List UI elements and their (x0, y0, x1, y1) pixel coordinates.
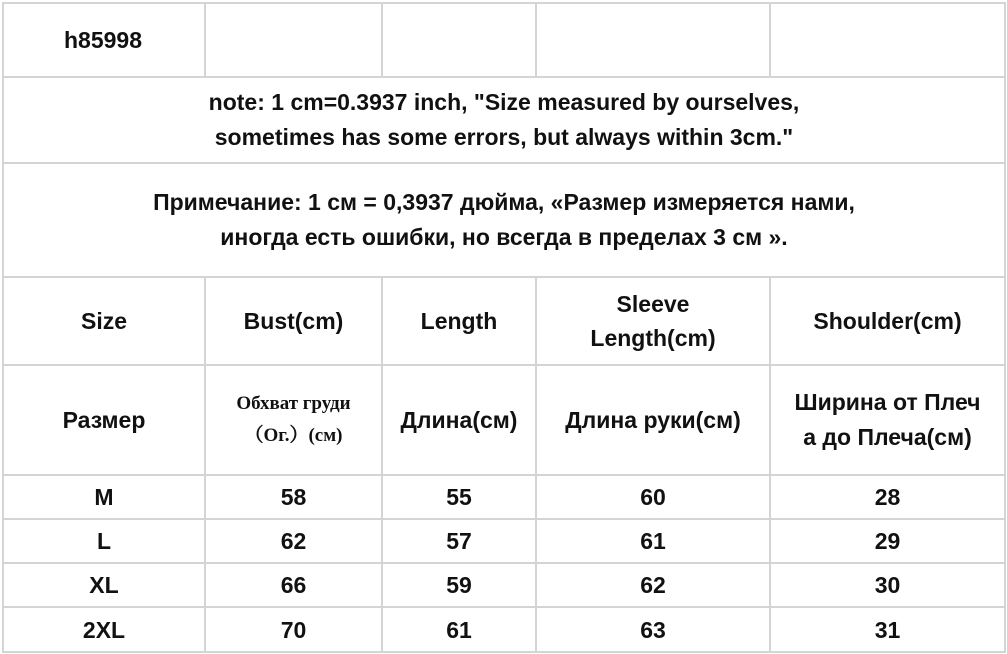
header-ru-row (3, 365, 1005, 475)
header-size: Size (3, 277, 205, 365)
empty-cell (382, 3, 536, 77)
shoulder-cell: 31 (770, 607, 1005, 652)
length-cell: 55 (382, 475, 536, 519)
header-ru-shoulder: Ширина от Плеч а до Плеча(см) (770, 365, 1005, 475)
note-russian: Примечание: 1 см = 0,3937 дюйма, «Размер измеряется нами, иногда есть ошибки, но всегда в пределах 3 см ». (3, 163, 1005, 277)
size-cell: 2XL (3, 607, 205, 652)
length-cell: 57 (382, 519, 536, 563)
header-ru-size: Размер (3, 365, 205, 475)
bust-cell: 58 (205, 475, 382, 519)
header-en-row (3, 277, 1005, 365)
note-en-row (3, 77, 1005, 163)
shoulder-cell: 30 (770, 563, 1005, 607)
sleeve-cell: 62 (536, 563, 770, 607)
empty-cell (770, 3, 1005, 77)
sleeve-cell: 61 (536, 519, 770, 563)
empty-cell (536, 3, 770, 77)
header-bust: Bust(cm) (205, 277, 382, 365)
header-length: Length (382, 277, 536, 365)
header-ru-sleeve: Длина руки(см) (536, 365, 770, 475)
table-row (3, 519, 1005, 563)
sleeve-cell: 63 (536, 607, 770, 652)
shoulder-cell: 28 (770, 475, 1005, 519)
shoulder-cell: 29 (770, 519, 1005, 563)
bust-cell: 70 (205, 607, 382, 652)
sleeve-cell: 60 (536, 475, 770, 519)
note-english: note: 1 cm=0.3937 inch, "Size measured by ourselves, sometimes has some errors, but always within 3cm." (3, 77, 1005, 163)
header-shoulder: Shoulder(cm) (770, 277, 1005, 365)
code-row (3, 3, 1005, 77)
table-row (3, 607, 1005, 652)
bust-cell: 66 (205, 563, 382, 607)
empty-cell (205, 3, 382, 77)
header-ru-length: Длина(см) (382, 365, 536, 475)
length-cell: 61 (382, 607, 536, 652)
header-ru-bust: Обхват груди （Ог.）(см) (205, 365, 382, 475)
size-cell: XL (3, 563, 205, 607)
product-code: h85998 (3, 3, 205, 77)
bust-cell: 62 (205, 519, 382, 563)
table-row (3, 475, 1005, 519)
size-cell: M (3, 475, 205, 519)
table-row (3, 563, 1005, 607)
size-table (2, 2, 1006, 653)
size-cell: L (3, 519, 205, 563)
length-cell: 59 (382, 563, 536, 607)
note-ru-row (3, 163, 1005, 277)
header-sleeve-length: Sleeve Length(cm) (536, 277, 770, 365)
